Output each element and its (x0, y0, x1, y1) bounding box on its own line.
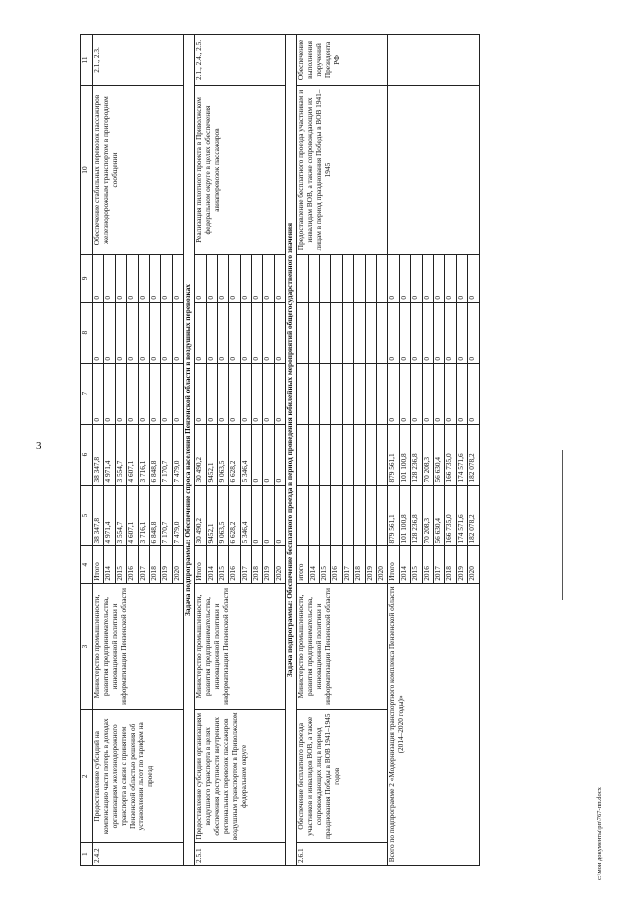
value-cell: 0 (399, 302, 410, 363)
value-cell: 0 (104, 255, 115, 302)
year-cell: 2018 (445, 546, 456, 583)
year-cell: 2019 (456, 546, 467, 583)
value-cell (320, 255, 331, 302)
value-cell: 0 (252, 363, 263, 424)
section-heading-row (286, 35, 297, 866)
value-cell: 0 (445, 363, 456, 424)
value-cell: 0 (217, 255, 228, 302)
value-cell: 0 (138, 302, 149, 363)
value-cell: 0 (433, 363, 444, 424)
value-cell (320, 485, 331, 546)
year-cell: 2019 (263, 546, 274, 583)
value-cell: 0 (229, 363, 240, 424)
value-cell (376, 363, 387, 424)
value-cell: 0 (263, 424, 274, 485)
col-header: 3 (81, 583, 93, 709)
value-cell: 0 (138, 255, 149, 302)
year-cell: Итого (93, 546, 104, 583)
header-row (81, 35, 93, 866)
value-cell: 5 346,4 (240, 485, 251, 546)
value-cell (297, 255, 308, 302)
value-cell: 0 (456, 255, 467, 302)
value-cell: 182 078,2 (468, 424, 479, 485)
value-cell: 9452,1 (206, 424, 217, 485)
value-cell: 174 571,6 (456, 485, 467, 546)
value-cell: 7 479,0 (172, 424, 183, 485)
row-link: 2.1., 2.4., 2.5. (195, 35, 286, 86)
value-cell: 0 (468, 255, 479, 302)
value-cell: 0 (115, 255, 126, 302)
value-cell (342, 302, 353, 363)
value-cell: 4 971,4 (104, 485, 115, 546)
rotated-table-wrapper (80, 34, 534, 866)
value-cell (331, 485, 342, 546)
value-cell: 70 208,3 (422, 485, 433, 546)
value-cell (376, 302, 387, 363)
value-cell: 4 607,1 (127, 485, 138, 546)
value-cell (365, 255, 376, 302)
section-heading-row (184, 35, 195, 866)
value-cell: 182 078,2 (468, 485, 479, 546)
total-name: Всего по подпрограмме 2 «Модернизация транспортного комплекса Пензенской области (2014–2020 годы)» (388, 583, 479, 865)
value-cell: 0 (229, 302, 240, 363)
value-cell: 0 (240, 363, 251, 424)
year-cell: 2016 (331, 546, 342, 583)
year-cell: итого (297, 546, 308, 583)
value-cell (342, 363, 353, 424)
value-cell: 0 (104, 363, 115, 424)
col-header: 11 (81, 35, 93, 86)
value-cell: 9 063,5 (217, 485, 228, 546)
row-result: Реализация пилотного проекта в Приволжском федеральном округе в целях обеспечения авиаперевозок пассажиров (195, 85, 286, 254)
col-header: 6 (81, 424, 93, 485)
value-cell: 0 (206, 302, 217, 363)
value-cell: 0 (422, 302, 433, 363)
col-header: 4 (81, 546, 93, 583)
value-cell: 0 (229, 255, 240, 302)
row-name: Предоставление субсидий на компенсацию части потерь в доходах организациям железнодорожного транспорта в связи с принятием Пензенской областью решения об установлении льгот по тарифам на проезд (93, 710, 184, 843)
table-row (297, 35, 308, 866)
value-cell: 0 (217, 363, 228, 424)
program-table (80, 34, 480, 866)
value-cell: 3 554,7 (115, 485, 126, 546)
value-cell: 0 (433, 302, 444, 363)
col-header: 7 (81, 363, 93, 424)
year-cell: 2017 (240, 546, 251, 583)
row-link (388, 35, 479, 86)
value-cell: 0 (388, 302, 399, 363)
page-number: 3 (36, 440, 42, 452)
year-cell: 2017 (342, 546, 353, 583)
value-cell: 7 170,7 (161, 485, 172, 546)
value-cell: 7 479,0 (172, 485, 183, 546)
value-cell: 0 (172, 363, 183, 424)
value-cell (331, 363, 342, 424)
year-cell: 2018 (354, 546, 365, 583)
value-cell: 0 (422, 363, 433, 424)
value-cell: 0 (411, 363, 422, 424)
value-cell: 101 100,8 (399, 424, 410, 485)
value-cell: 0 (127, 255, 138, 302)
value-cell (297, 424, 308, 485)
value-cell: 0 (206, 255, 217, 302)
value-cell: 0 (399, 363, 410, 424)
value-cell: 101 100,8 (399, 485, 410, 546)
value-cell (365, 485, 376, 546)
value-cell: 0 (263, 255, 274, 302)
value-cell: 0 (411, 302, 422, 363)
value-cell: 0 (456, 302, 467, 363)
value-cell (331, 424, 342, 485)
value-cell (331, 302, 342, 363)
value-cell: 0 (240, 302, 251, 363)
year-cell: 2015 (320, 546, 331, 583)
value-cell: 0 (195, 255, 206, 302)
value-cell: 0 (240, 255, 251, 302)
row-result: Предоставление бесплатного проезда участникам и инвалидам ВОВ, а также сопровождающим их лицам в период празднования Победы в ВОВ 1941–1945 (297, 85, 388, 254)
value-cell: 166 735,0 (445, 424, 456, 485)
value-cell: 0 (433, 255, 444, 302)
value-cell: 6 848,8 (149, 485, 160, 546)
section-heading: Задача подпрограммы: Обеспечение бесплатного проезда в период проведения юбилейных мероприятий общегосударственного значения (286, 35, 297, 866)
value-cell (365, 424, 376, 485)
value-cell (297, 363, 308, 424)
value-cell: 0 (206, 363, 217, 424)
value-cell (297, 485, 308, 546)
value-cell (365, 302, 376, 363)
value-cell: 0 (263, 485, 274, 546)
value-cell: 0 (456, 363, 467, 424)
value-cell: 0 (93, 363, 104, 424)
value-cell: 0 (252, 485, 263, 546)
value-cell: 0 (93, 255, 104, 302)
footer-path: c:\мои документы\рп\767-пп.docx (596, 787, 603, 880)
footer-rule (562, 450, 563, 600)
value-cell: 0 (127, 302, 138, 363)
value-cell: 6 848,8 (149, 424, 160, 485)
value-cell: 4 607,1 (127, 424, 138, 485)
row-id: 2.5.1 (195, 843, 286, 866)
col-header: 8 (81, 302, 93, 363)
value-cell: 0 (138, 363, 149, 424)
row-id: 2.6.1 (297, 843, 388, 866)
value-cell: 6 628,2 (229, 485, 240, 546)
value-cell: 0 (388, 363, 399, 424)
value-cell: 30 490,2 (195, 485, 206, 546)
col-header: 9 (81, 255, 93, 302)
year-cell: 2020 (468, 546, 479, 583)
value-cell: 3 716,1 (138, 485, 149, 546)
row-result (388, 85, 479, 254)
value-cell: 166 735,0 (445, 485, 456, 546)
value-cell (354, 363, 365, 424)
row-executor: Министерство промышленности, развития предпринимательства, инновационной политики и информатизации Пензенской области (93, 583, 184, 709)
row-link: Обеспечение выполнения поручений Президента РФ (297, 35, 388, 86)
row-executor: Министерство промышленности, развития предпринимательства, инновационной политики и информатизации Пензенской области (195, 583, 286, 709)
value-cell: 3 554,7 (115, 424, 126, 485)
value-cell (365, 363, 376, 424)
value-cell (354, 485, 365, 546)
value-cell: 0 (252, 255, 263, 302)
value-cell (320, 302, 331, 363)
value-cell (376, 255, 387, 302)
value-cell: 6 628,2 (229, 424, 240, 485)
value-cell (320, 424, 331, 485)
col-header: 10 (81, 85, 93, 254)
value-cell: 0 (161, 255, 172, 302)
value-cell: 0 (422, 255, 433, 302)
year-cell: 2015 (115, 546, 126, 583)
value-cell: 0 (388, 255, 399, 302)
value-cell: 0 (263, 302, 274, 363)
value-cell (354, 424, 365, 485)
year-cell: 2016 (422, 546, 433, 583)
value-cell: 0 (217, 302, 228, 363)
value-cell: 0 (274, 302, 285, 363)
year-cell: 2014 (399, 546, 410, 583)
value-cell: 0 (468, 363, 479, 424)
value-cell: 38 347,8 (93, 424, 104, 485)
value-cell: 9452,1 (206, 485, 217, 546)
row-link: 2.1., 2.3. (93, 35, 184, 86)
value-cell: 0 (115, 302, 126, 363)
table-row (195, 35, 206, 866)
value-cell: 174 571,6 (456, 424, 467, 485)
value-cell: 0 (274, 485, 285, 546)
col-header: 2 (81, 710, 93, 843)
value-cell (376, 485, 387, 546)
value-cell (342, 485, 353, 546)
value-cell (320, 363, 331, 424)
value-cell: 38 347,8 (93, 485, 104, 546)
year-cell: 2019 (365, 546, 376, 583)
year-cell: 2016 (127, 546, 138, 583)
col-header: 5 (81, 485, 93, 546)
year-cell: 2014 (104, 546, 115, 583)
year-cell: Итого (195, 546, 206, 583)
value-cell: 3 716,1 (138, 424, 149, 485)
value-cell (354, 255, 365, 302)
value-cell: 0 (127, 363, 138, 424)
value-cell: 0 (161, 302, 172, 363)
table-row (388, 35, 399, 866)
year-cell: 2019 (161, 546, 172, 583)
value-cell: 879 561,1 (388, 424, 399, 485)
value-cell: 0 (172, 255, 183, 302)
value-cell: 0 (195, 363, 206, 424)
year-cell: 2016 (229, 546, 240, 583)
row-name: Предоставление субсидии организациям воздушного транспорта в целях обеспечения доступности внутренних региональных перевозок пассажиров воздушным транспортом в Приволжском федеральном округе (195, 710, 286, 843)
year-cell: 2015 (411, 546, 422, 583)
value-cell (354, 302, 365, 363)
value-cell: 879 561,1 (388, 485, 399, 546)
value-cell (308, 363, 319, 424)
value-cell: 70 208,3 (422, 424, 433, 485)
value-cell: 5 346,4 (240, 424, 251, 485)
value-cell: 7 170,7 (161, 424, 172, 485)
value-cell: 0 (149, 302, 160, 363)
year-cell: 2018 (149, 546, 160, 583)
value-cell: 0 (399, 255, 410, 302)
value-cell: 0 (149, 363, 160, 424)
value-cell: 0 (274, 255, 285, 302)
section-heading: Задача подпрограммы: Обеспечение спроса населения Пензенской области в воздушных перевозках (184, 35, 195, 866)
row-name: Обеспечение бесплатного проезда участников и инвалидов ВОВ, а также сопровождающих лиц в период празднования Победы в ВОВ 1941–1945 годов (297, 710, 388, 843)
value-cell: 0 (468, 302, 479, 363)
year-cell: 2015 (217, 546, 228, 583)
value-cell (376, 424, 387, 485)
value-cell: 0 (195, 302, 206, 363)
value-cell: 0 (252, 302, 263, 363)
value-cell: 56 630,4 (433, 424, 444, 485)
row-id: 2.4.2 (93, 843, 184, 866)
value-cell: 0 (252, 424, 263, 485)
year-cell: 2018 (252, 546, 263, 583)
value-cell: 4 971,4 (104, 424, 115, 485)
row-result: Обеспечение стабильных перевозок пассажиров железнодорожным транспортом в пригородном сообщении (93, 85, 184, 254)
value-cell: 0 (104, 302, 115, 363)
value-cell (308, 485, 319, 546)
value-cell: 0 (263, 363, 274, 424)
value-cell: 0 (149, 255, 160, 302)
year-cell: 2020 (274, 546, 285, 583)
row-executor: Министерство промышленности, развития предпринимательства, инновационной политики и информатизации Пензенской области (297, 583, 388, 709)
year-cell: 2017 (433, 546, 444, 583)
year-cell: 2014 (206, 546, 217, 583)
value-cell: 56 630,4 (433, 485, 444, 546)
value-cell: 0 (411, 255, 422, 302)
value-cell: 128 236,8 (411, 485, 422, 546)
value-cell: 0 (93, 302, 104, 363)
year-cell: 2020 (172, 546, 183, 583)
year-cell: 2020 (376, 546, 387, 583)
value-cell: 0 (161, 363, 172, 424)
value-cell: 128 236,8 (411, 424, 422, 485)
year-cell: 2017 (138, 546, 149, 583)
value-cell (331, 255, 342, 302)
year-cell: Итого (388, 546, 399, 583)
value-cell: 30 490,2 (195, 424, 206, 485)
value-cell (342, 424, 353, 485)
value-cell (297, 302, 308, 363)
value-cell (308, 424, 319, 485)
value-cell (308, 302, 319, 363)
year-cell: 2014 (308, 546, 319, 583)
value-cell (342, 255, 353, 302)
table-row (93, 35, 104, 866)
value-cell: 0 (274, 363, 285, 424)
value-cell: 0 (115, 363, 126, 424)
value-cell (308, 255, 319, 302)
col-header: 1 (81, 843, 93, 866)
value-cell: 0 (445, 255, 456, 302)
value-cell: 9 063,5 (217, 424, 228, 485)
value-cell: 0 (172, 302, 183, 363)
value-cell: 0 (445, 302, 456, 363)
value-cell: 0 (274, 424, 285, 485)
